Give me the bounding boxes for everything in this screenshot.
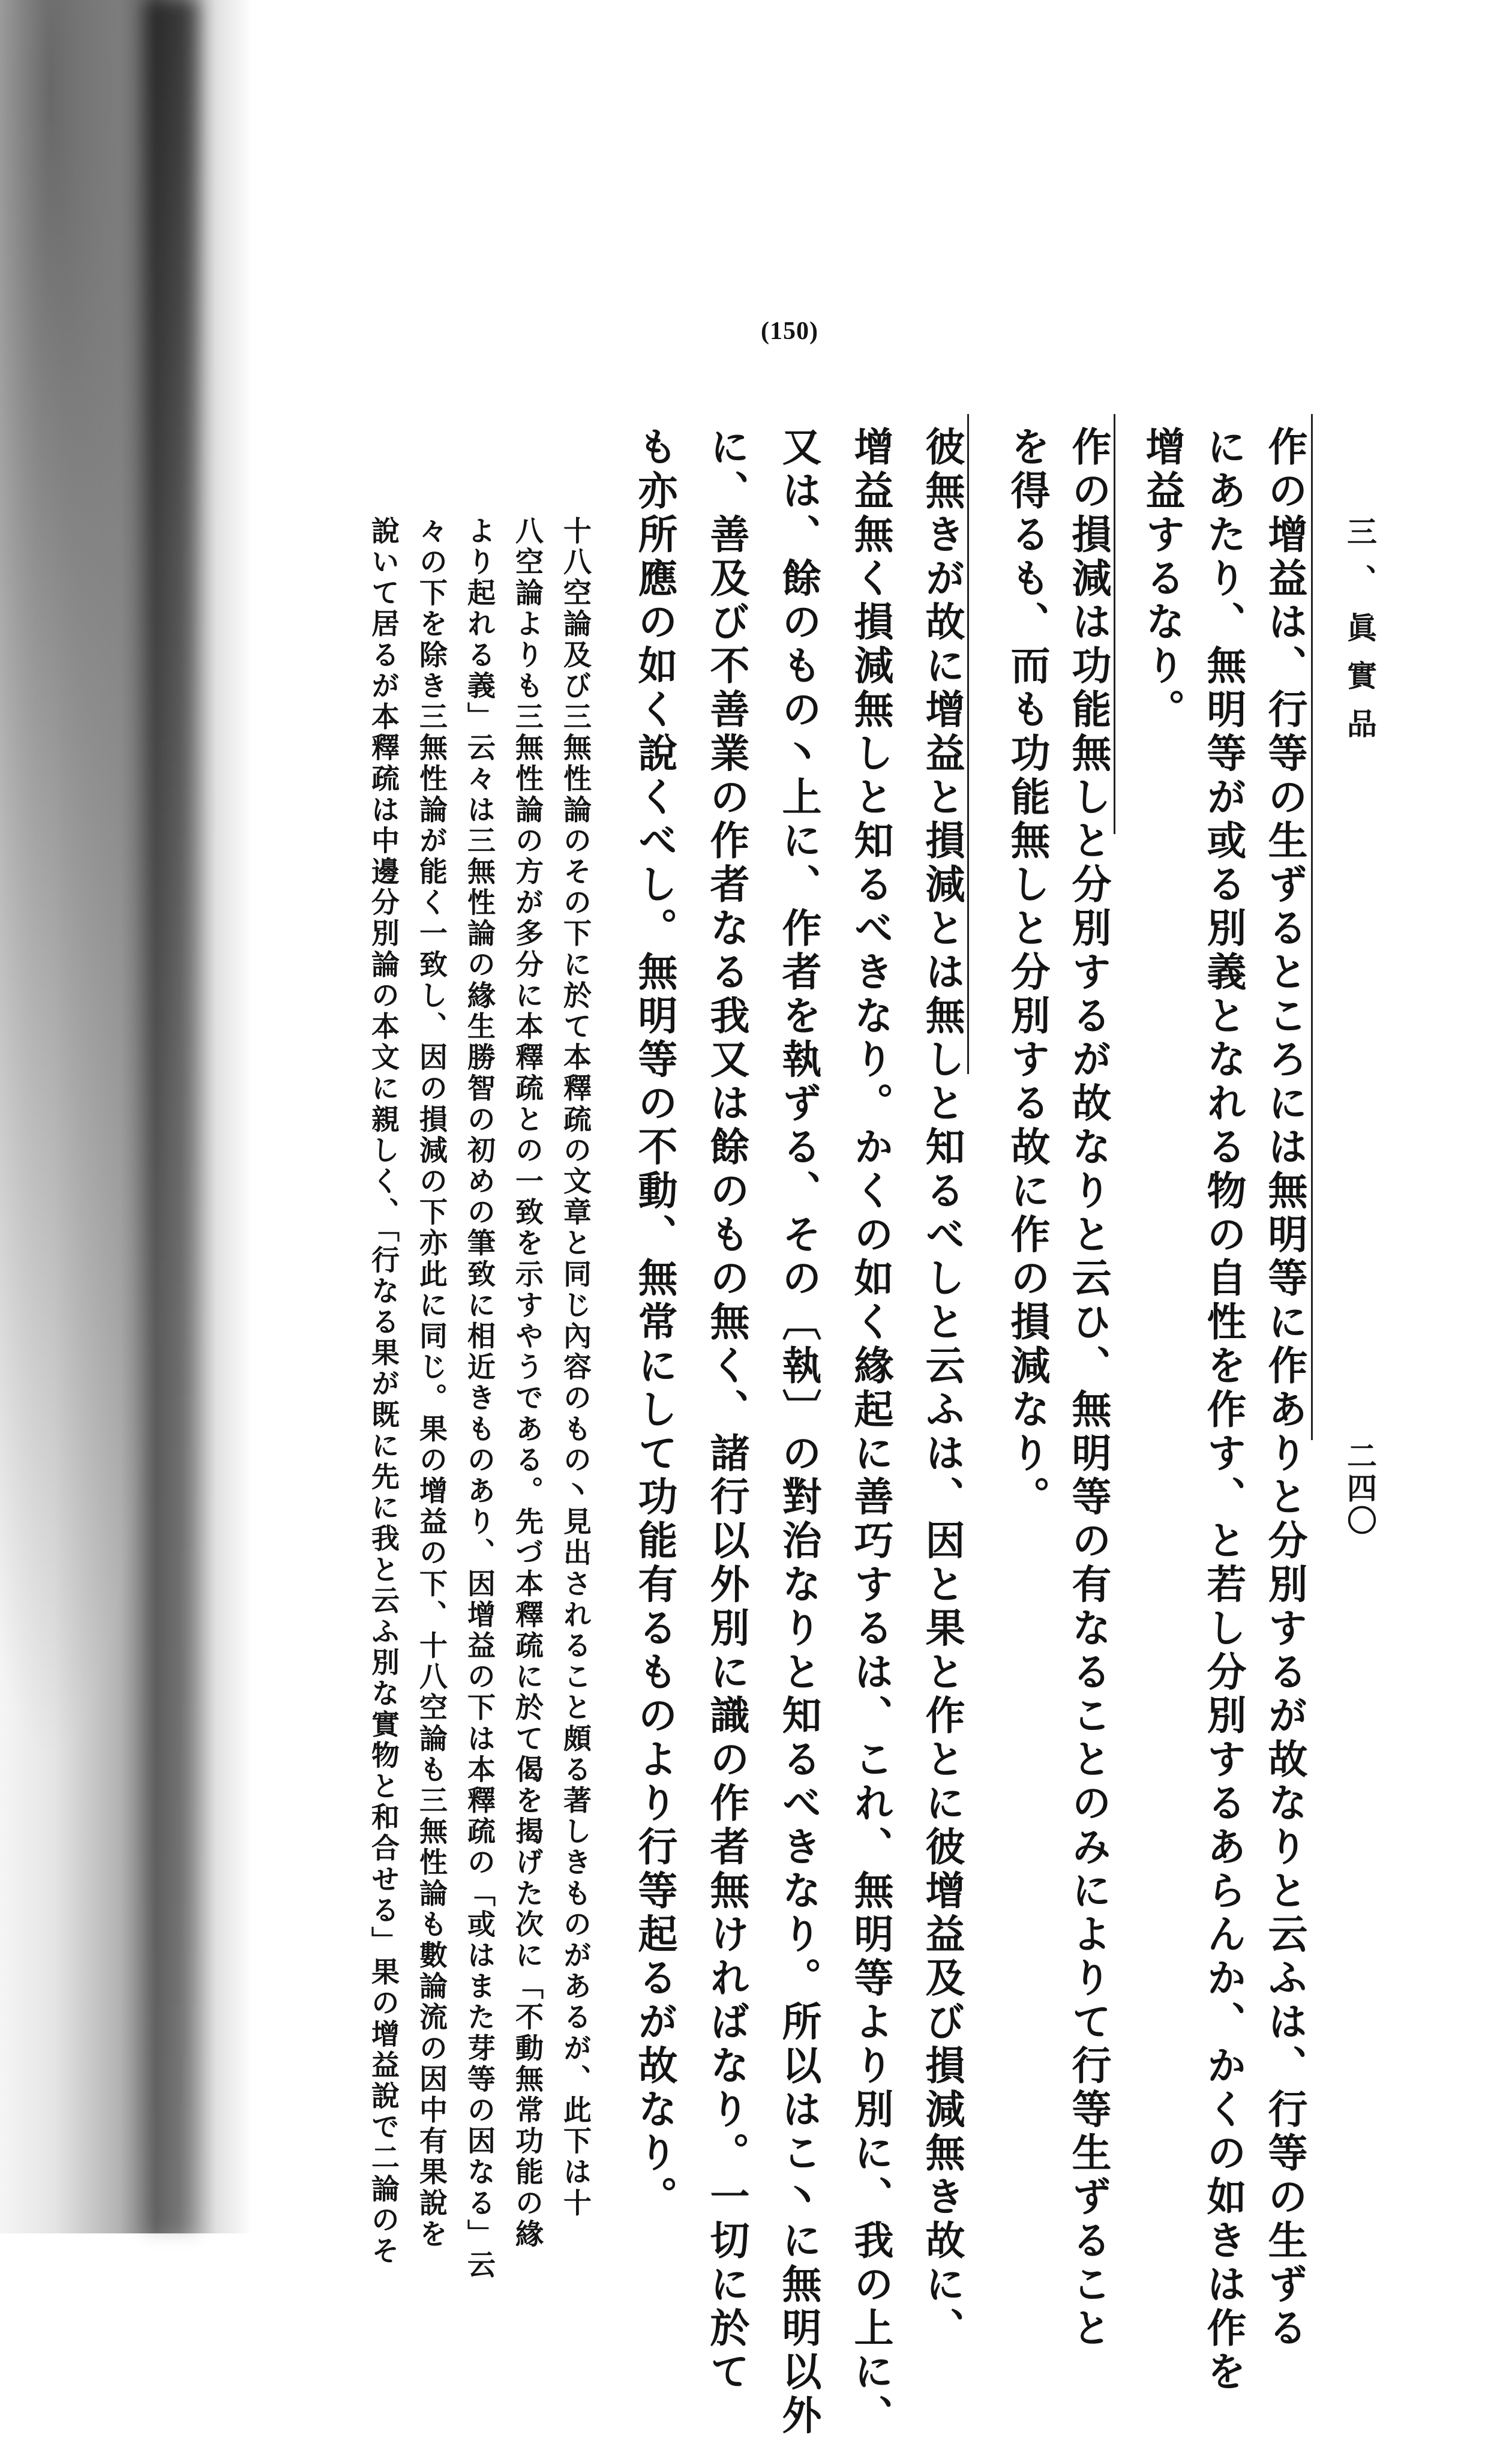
chapter-title: 三、眞實品 [1342,516,1378,756]
body-line-1: 作の增益は、行等の生ずるところには無明等に作ありと分別するが故なりと云ふは、行等の生ずる [1261,426,1308,2351]
note-line-5: 說いて居るが本釋疏は中邊分別論の本文に親しく、「行なる果が既に先に我と云ふ別な實物と和合せる」果の增益說で二論のそ [367,516,400,2267]
folio-number: 二四〇 [1342,1440,1378,1537]
emphasis-rule-2 [1114,414,1115,834]
note-line-1: 十八空論及び三無性論のその下に於て本釋疏の文章と同じ內容のもの丶見出されること頗る著しきものがあるが、此下は十 [559,516,592,2219]
note-line-2: 八空論よりも三無性論の方が多分に本釋疏との一致を示すやうである。先づ本釋疏に於て偈を揭げた次に「不動無常功能の緣 [511,516,544,2250]
body-line-4: 作の損減は功能無しと分別するが故なりと云ひ、無明等の有なることのみによりて行等生ずること [1065,426,1112,2351]
emphasis-rule-3 [967,414,969,1074]
body-line-8: 又は、餘のもの丶上に、作者を執ずる、その〔執〕の對治なりと知るべきなり。所以はこ丶に無明以外 [775,426,822,2438]
body-line-5: を得るも、而も功能無しと分別する故に作の損減なり。 [1004,426,1051,1520]
note-line-4: 々の下を除き三無性論が能く一致し、因の損減の下亦此に同じ。果の增益の下、十八空論も三無性論も數論流の因中有果說を [415,516,448,2250]
page-gutter-shadow [0,0,252,2233]
page-number: (150) [761,317,818,345]
body-line-10: も亦所應の如く說くべし。無明等の不動、無常にして功能有るものより行等起るが故なり。 [631,426,678,2220]
emphasis-rule-1 [1311,414,1313,1440]
body-line-7: 增益無く損減無しと知るべきなり。かくの如く緣起に善巧するは、これ、無明等より別に、我の上に、 [847,426,894,2438]
page-gutter-band [144,0,198,2233]
body-line-6: 彼無きが故に增益と損減とは無しと知るべしと云ふは、因と果と作とに彼增益及び損減無き故に、 [919,426,965,2351]
note-line-3: より起れる義」云々は三無性論の緣生勝智の初めの筆致に相近きものあり、因增益の下は本釋疏の「或はまた芽等の因なる」云 [463,516,496,2281]
body-line-2: にあたり、無明等が或る別義となれる物の自性を作す、と若し分別するあらんか、かくの如きは作を [1200,426,1247,2395]
body-line-9: に、善及び不善業の作者なる我又は餘のもの無く、諸行以外別に識の作者無ければなり。一切に於て [703,426,750,2395]
body-line-3: 增益するなり。 [1139,426,1186,733]
